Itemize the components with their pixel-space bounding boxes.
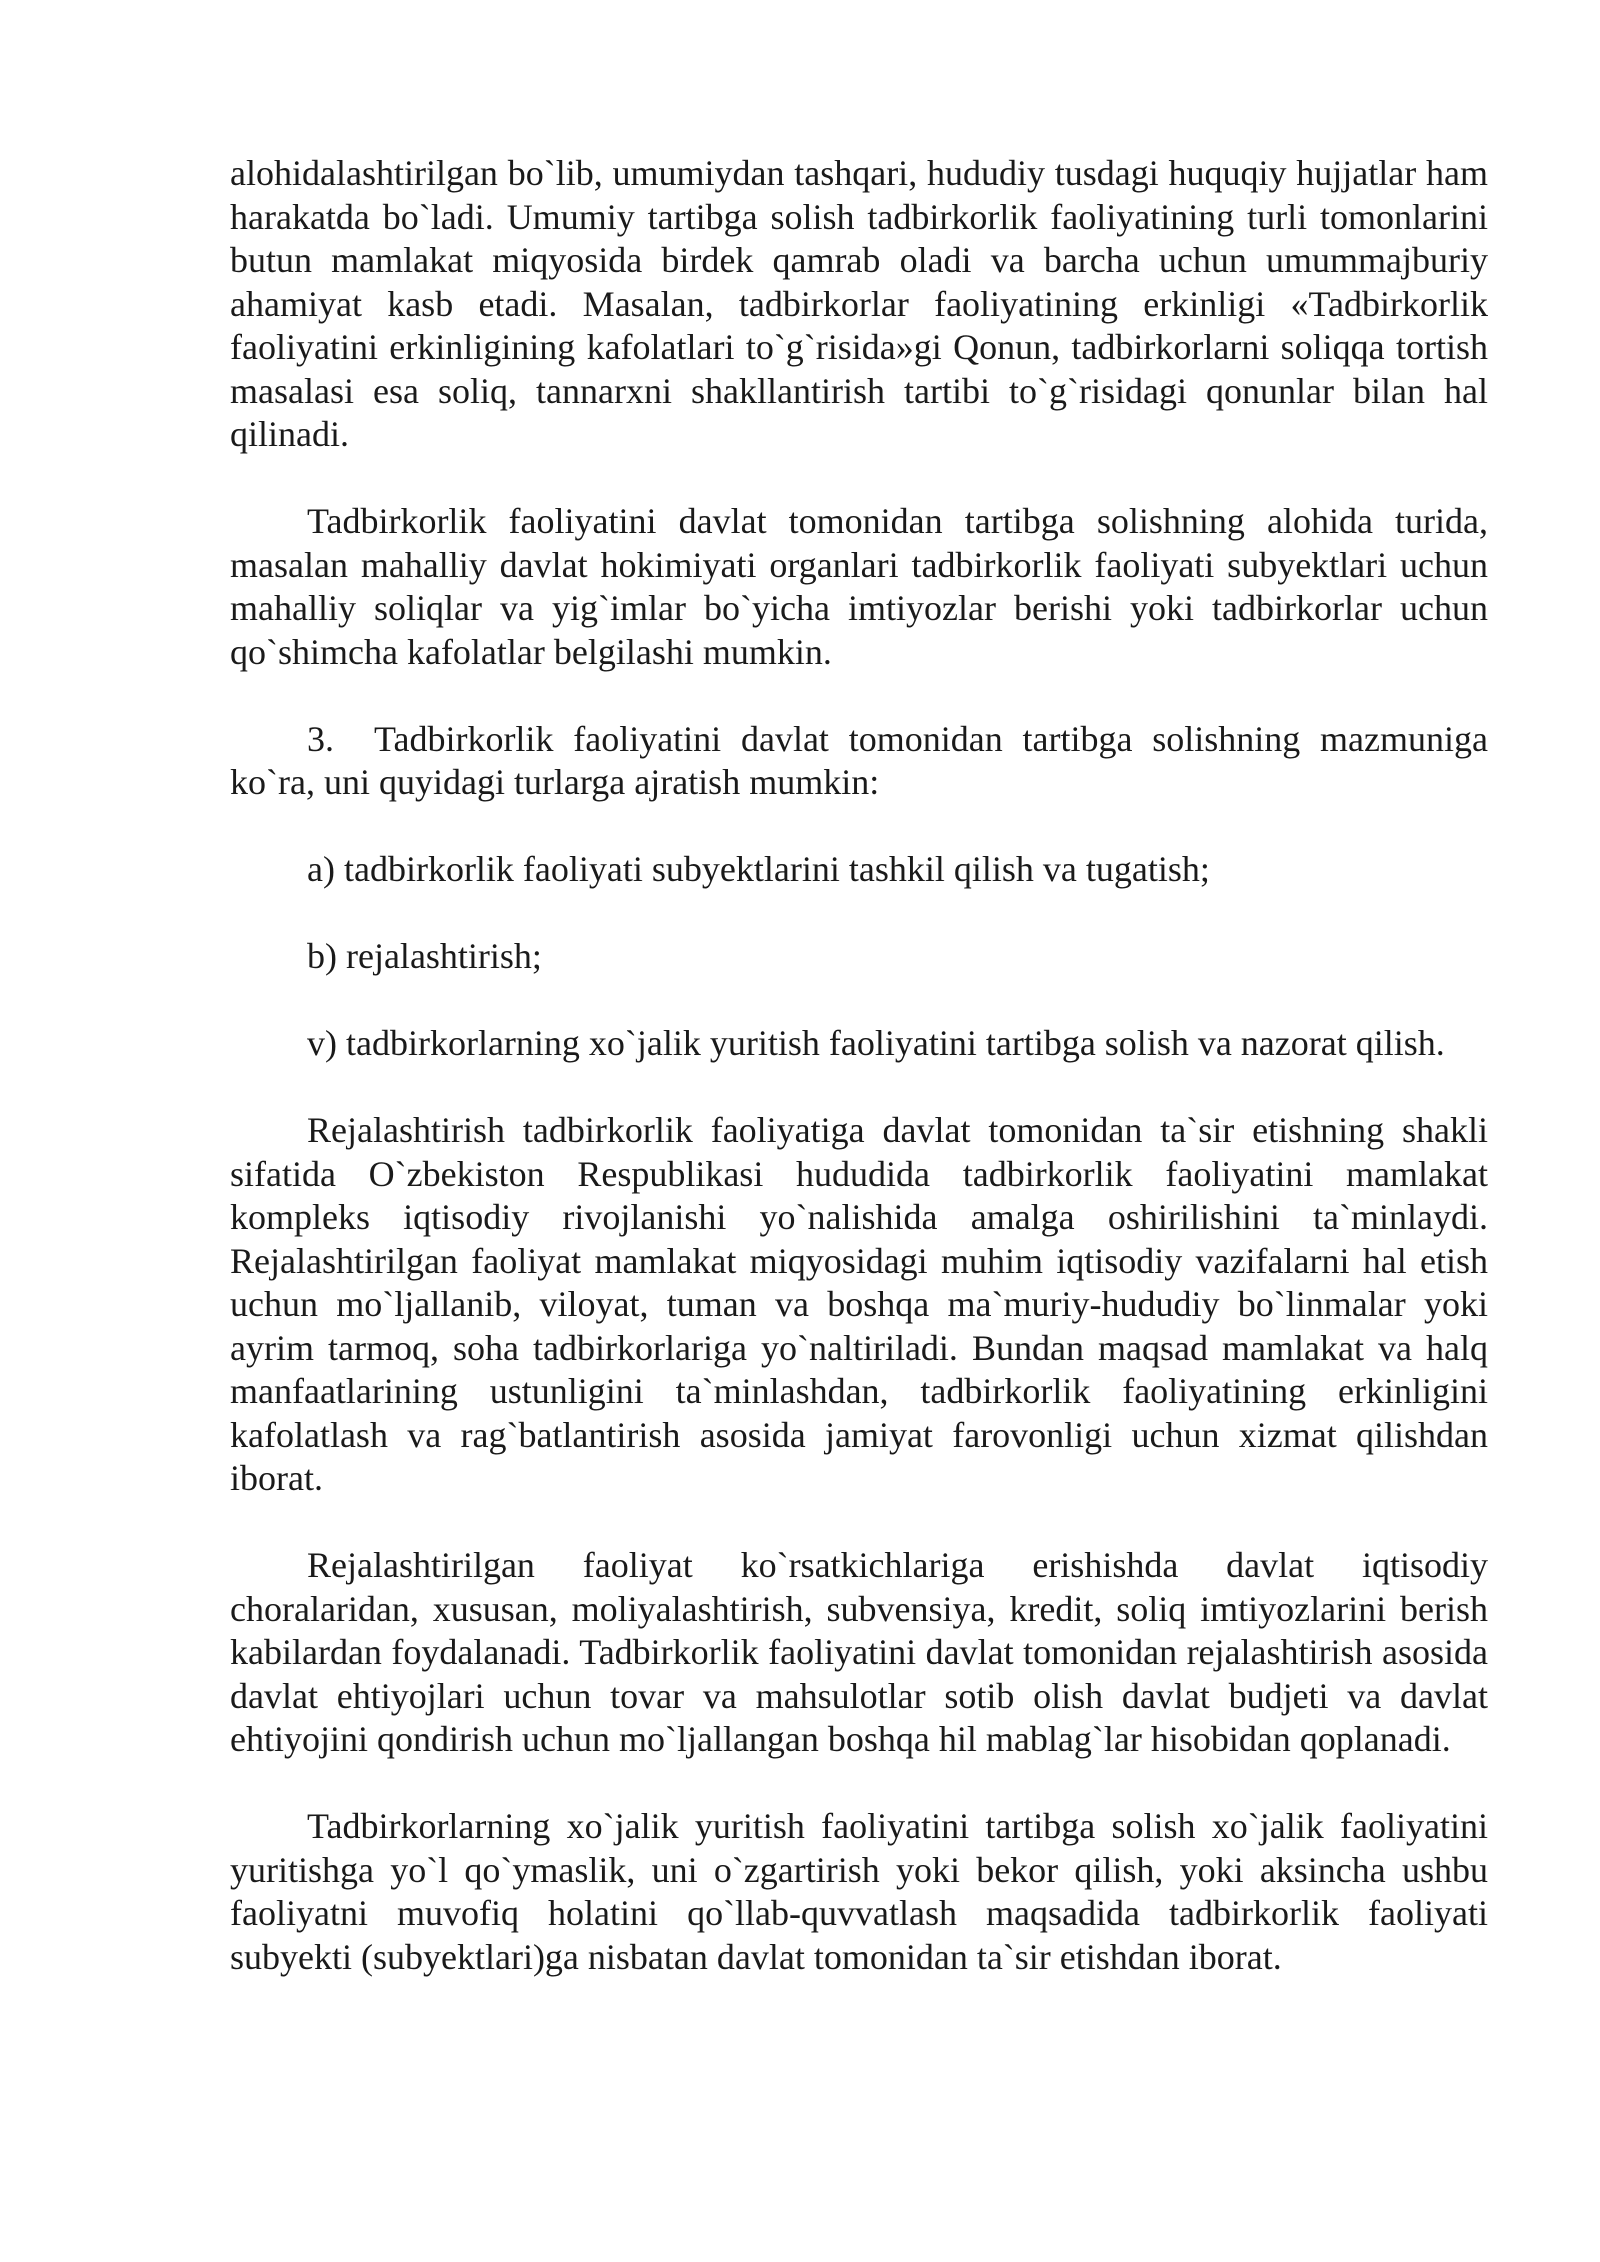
list-item-b: b) rejalashtirish; xyxy=(307,936,542,976)
document-page xyxy=(230,152,1488,2023)
paragraph-economic-regulation: Tadbirkorlarning xo`jalik yuritish faoliyatini tartibga solish xo`jalik faoliyatini yuritishga yo`l qo`ymaslik, uni o`zgartirish yoki bekor qilish, yoki aksincha ushbu faoliyatni muvofiq holatini qo`llab-quvvatlash maqsadida tadbirkorlik faoliyati subyekti (subyektlari)ga nisbatan davlat tomonidan ta`sir etishdan iborat. xyxy=(230,1806,1488,1977)
list-item-a: a) tadbirkorlik faoliyati subyektlarini tashkil qilish va tugatish; xyxy=(307,849,1210,889)
paragraph-planned-activity: Rejalashtirilgan faoliyat ko`rsatkichlariga erishishda davlat iqtisodiy choralaridan, xususan, moliyalashtirish, subvensiya, kredit, soliq imtiyozlarini berish kabilardan foydalanadi. Tadbirkorlik faoliyatini davlat tomonidan rejalashtirish asosida davlat ehtiyojlari uchun tovar va mahsulotlar sotib olish davlat budjeti va davlat ehtiyojini qondirish uchun mo`ljallangan boshqa hil mablag`lar hisobidan qoplanadi. xyxy=(230,1545,1488,1759)
paragraph-numbered-item xyxy=(230,718,1488,805)
paragraph-continuation: alohidalashtirilgan bo`lib, umumiydan tashqari, hududiy tusdagi huquqiy hujjatlar ham harakatda bo`ladi. Umumiy tartibga solish tadbirkorlik faoliyatining turli tomonlarini butun mamlakat miqyosida birdek qamrab oladi va barcha uchun umummajburiy ahamiyat kasb etadi. Masalan, tadbirkorlar faoliyatining erkinligi «Tadbirkorlik faoliyatini erkinligining kafolatlari to`g`risida»gi Qonun, tadbirkorlarni soliqqa tortish masalasi esa soliq, tannarxni shakllantirish tartibi to`g`risidagi qonunlar bilan hal qilinadi. xyxy=(230,153,1488,454)
paragraph-planning: Rejalashtirish tadbirkorlik faoliyatiga davlat tomonidan ta`sir etishning shakli sifatida O`zbekiston Respublikasi hududida tadbirkorlik faoliyatini mamlakat kompleks iqtisodiy rivojlanishi yo`nalishida amalga oshirilishini ta`minlaydi. Rejalashtirilgan faoliyat mamlakat miqyosidagi muhim iqtisodiy vazifalarni hal etish uchun mo`ljallanib, viloyat, tuman va boshqa ma`muriy-hududiy bo`linmalar yoki ayrim tarmoq, soha tadbirkorlariga yo`naltiriladi. Bundan maqsad mamlakat va halq manfaatlarining ustunligini ta`minlashdan, tadbirkorlik faoliyatining erkinligini kafolatlash va rag`batlantirish asosida jamiyat farovonligi uchun xizmat qilishdan iborat. xyxy=(230,1110,1488,1498)
item-text: Tadbirkorlik faoliyatini davlat tomonidan tartibga solishning mazmuniga ko`ra, uni quyidagi turlarga ajratish mumkin: xyxy=(230,718,1488,802)
list-item-v: v) tadbirkorlarning xo`jalik yuritish faoliyatini tartibga solish va nazorat qilish. xyxy=(307,1023,1445,1063)
item-number: 3. xyxy=(307,718,334,759)
paragraph-regional-regulation: Tadbirkorlik faoliyatini davlat tomonidan tartibga solishning alohida turida, masalan mahalliy davlat hokimiyati organlari tadbirkorlik faoliyati subyektlari uchun mahalliy soliqlar va yig`imlar bo`yicha imtiyozlar berishi yoki tadbirkorlar uchun qo`shimcha kafolatlar belgilashi mumkin. xyxy=(230,501,1488,672)
